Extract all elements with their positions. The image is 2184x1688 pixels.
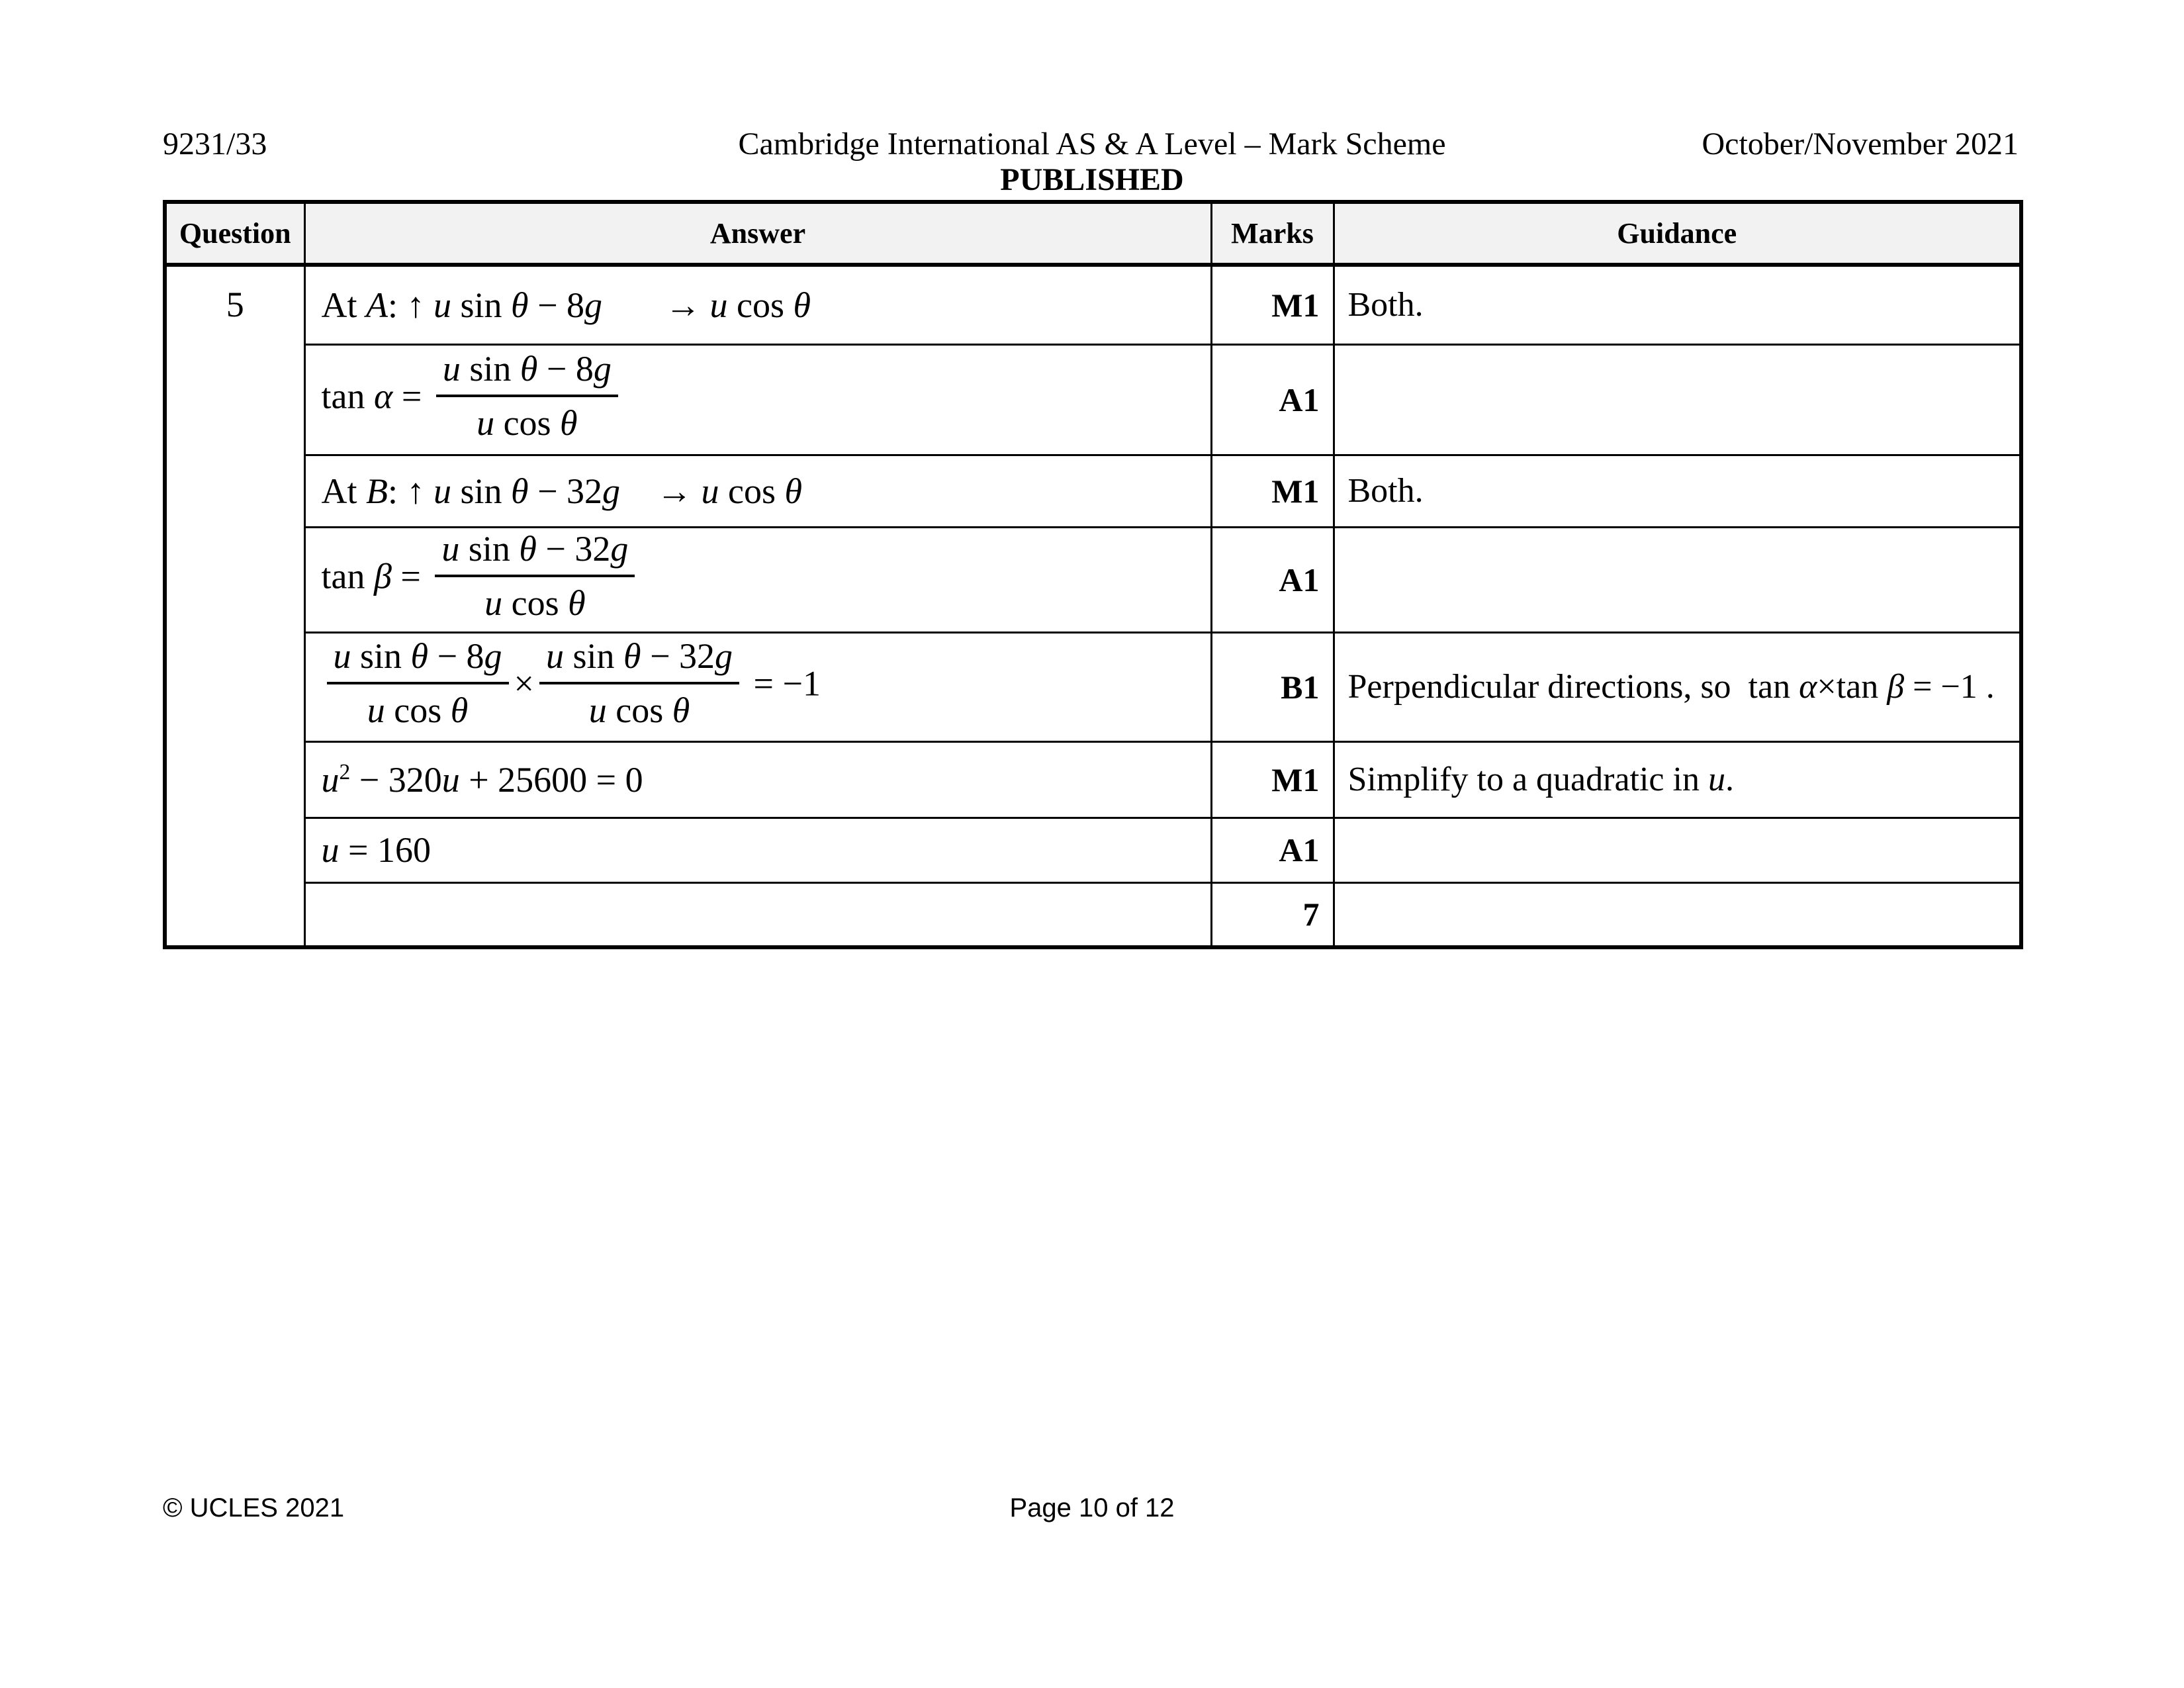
- marks-cell: A1: [1211, 818, 1334, 882]
- fraction: $\frac{\text{u sin θ − 8g}}{\text{u cos θ}}$: [327, 635, 509, 731]
- guidance-cell: Both.: [1334, 455, 2021, 527]
- answer-cell: At A: ↑ u sin θ − 8g → u cos θ: [304, 265, 1211, 344]
- table-row: [165, 455, 2021, 527]
- table-row: [165, 344, 2021, 455]
- fraction: $\frac{\text{u sin θ − 32g}}{\text{u cos θ}}$: [435, 528, 635, 624]
- column-header-question: Question: [165, 202, 304, 265]
- marks-cell: A1: [1211, 527, 1334, 632]
- table-row: [165, 818, 2021, 882]
- guidance-cell: Simplify to a quadratic in u.: [1334, 741, 2021, 818]
- table-row: [165, 265, 2021, 344]
- paper-code: 9231/33: [163, 126, 267, 162]
- guidance-cell: [1334, 882, 2021, 947]
- fraction: $\frac{\text{u sin θ − 8g}}{\text{u cos θ}}$: [436, 348, 618, 444]
- published-status: PUBLISHED: [1000, 162, 1184, 197]
- fraction: $\frac{\text{u sin θ − 32g}}{\text{u cos θ}}$: [539, 635, 739, 731]
- column-header-answer: Answer: [304, 202, 1211, 265]
- table-row: [165, 882, 2021, 947]
- total-marks-cell: 7: [1211, 882, 1334, 947]
- marks-cell: B1: [1211, 632, 1334, 741]
- column-header-marks: Marks: [1211, 202, 1334, 265]
- answer-cell: [304, 882, 1211, 947]
- answer-cell: tan β = $\frac{\text{u sin θ − 32g}}{\text{u cos θ}}$: [304, 527, 1211, 632]
- table-row: [165, 632, 2021, 741]
- marks-cell: M1: [1211, 265, 1334, 344]
- page-number: Page 10 of 12: [1009, 1493, 1175, 1523]
- answer-cell: u = 160: [304, 818, 1211, 882]
- table-header-row: [165, 202, 2021, 265]
- exam-session: October/November 2021: [1702, 126, 2019, 162]
- table-row: [165, 527, 2021, 632]
- column-header-guidance: Guidance: [1334, 202, 2021, 265]
- marks-cell: M1: [1211, 455, 1334, 527]
- answer-cell: At B: ↑ u sin θ − 32g → u cos θ: [304, 455, 1211, 527]
- answer-cell: tan α = $\frac{\text{u sin θ − 8g}}{\text{u cos θ}}$: [304, 344, 1211, 455]
- guidance-cell: [1334, 344, 2021, 455]
- guidance-cell: [1334, 527, 2021, 632]
- guidance-cell: Perpendicular directions, so tan α×tan β = −1 .: [1334, 632, 2021, 741]
- answer-cell: $\frac{\text{u sin θ − 8g}}{\text{u cos θ}}$ × $\frac{\text{u sin θ − 32g}}{\text{u cos θ}}$ = −1: [304, 632, 1211, 741]
- guidance-cell: [1334, 818, 2021, 882]
- answer-cell: $u^2 - 320u + 25600 = 0$: [304, 741, 1211, 818]
- document-title: Cambridge International AS & A Level – Mark Scheme: [738, 126, 1446, 162]
- guidance-cell: Both.: [1334, 265, 2021, 344]
- table-row: [165, 741, 2021, 818]
- marks-cell: A1: [1211, 344, 1334, 455]
- question-number-cell: 5: [165, 265, 304, 947]
- mark-scheme-table: [163, 200, 2023, 949]
- marks-cell: M1: [1211, 741, 1334, 818]
- copyright-text: © UCLES 2021: [163, 1493, 345, 1523]
